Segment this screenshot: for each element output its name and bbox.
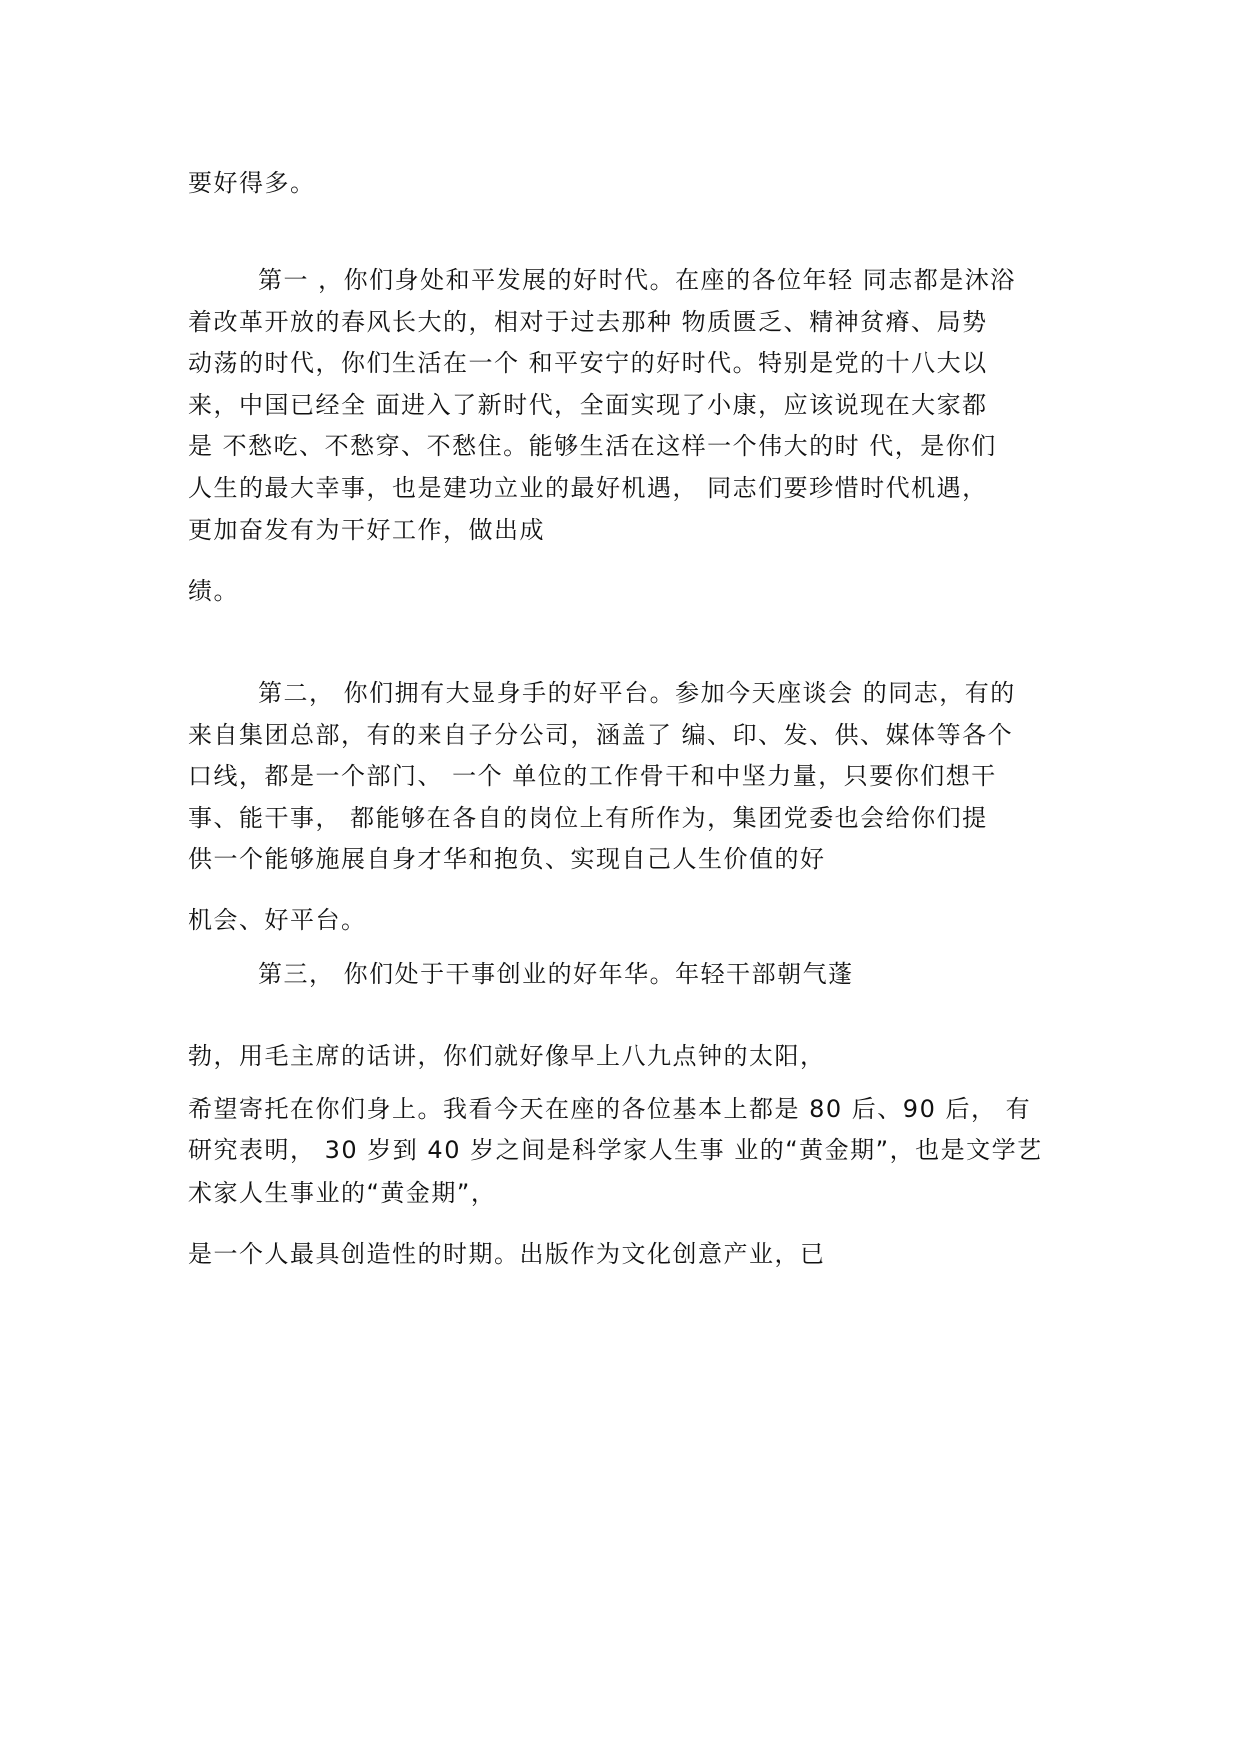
text-line: 着改革开放的春风长大的，相对于过去那种 物质匮乏、精神贫瘠、局势 — [188, 308, 988, 336]
text-line: 术家人生事业的“黄金期”， — [188, 1179, 497, 1207]
text-line: 动荡的时代，你们生活在一个 和平安宁的好时代。特别是党的十八大以 — [188, 349, 988, 377]
text-line: 绩。 — [188, 577, 239, 605]
text-line: 口线，都是一个部门、 一个 单位的工作骨干和中坚力量，只要你们想干 — [188, 762, 997, 790]
text-line: 勃，用毛主席的话讲，你们就好像早上八九点钟的太阳， — [188, 1042, 826, 1070]
paragraph-1-start: 第一 ，你们身处和平发展的好时代。在座的各位年轻 同志都是沐浴 — [258, 266, 1016, 294]
text-line: 是一个人最具创造性的时期。出版作为文化创意产业，已 — [188, 1240, 826, 1268]
text-line: 来，中国已经全 面进入了新时代，全面实现了小康，应该说现在大家都 — [188, 391, 988, 419]
text-line: 来自集团总部，有的来自子分公司，涵盖了 编、印、发、供、媒体等各个 — [188, 721, 1014, 749]
text-line: 人生的最大幸事，也是建功立业的最好机遇， 同志们要珍惜时代机遇， — [188, 474, 988, 502]
text-line: 要好得多。 — [188, 169, 316, 197]
text-line: 更加奋发有为干好工作，做出成 — [188, 516, 545, 544]
text-line: 供一个能够施展自身才华和抱负、实现自己人生价值的好 — [188, 845, 826, 873]
text-line: 机会、好平台。 — [188, 906, 367, 934]
text-line: 研究表明， 30 岁到 40 岁之间是科学家人生事 业的“黄金期”，也是文学艺 — [188, 1136, 1043, 1164]
text-line: 希望寄托在你们身上。我看今天在座的各位基本上都是 80 后、90 后， 有 — [188, 1095, 1032, 1123]
paragraph-3-start: 第三， 你们处于干事创业的好年华。年轻干部朝气蓬 — [258, 960, 854, 988]
text-line: 事、能干事， 都能够在各自的岗位上有所作为，集团党委也会给你们提 — [188, 804, 988, 832]
text-line: 是 不愁吃、不愁穿、不愁住。能够生活在这样一个伟大的时 代，是你们 — [188, 432, 997, 460]
paragraph-2-start: 第二， 你们拥有大显身手的好平台。参加今天座谈会 的同志，有的 — [258, 679, 1016, 707]
